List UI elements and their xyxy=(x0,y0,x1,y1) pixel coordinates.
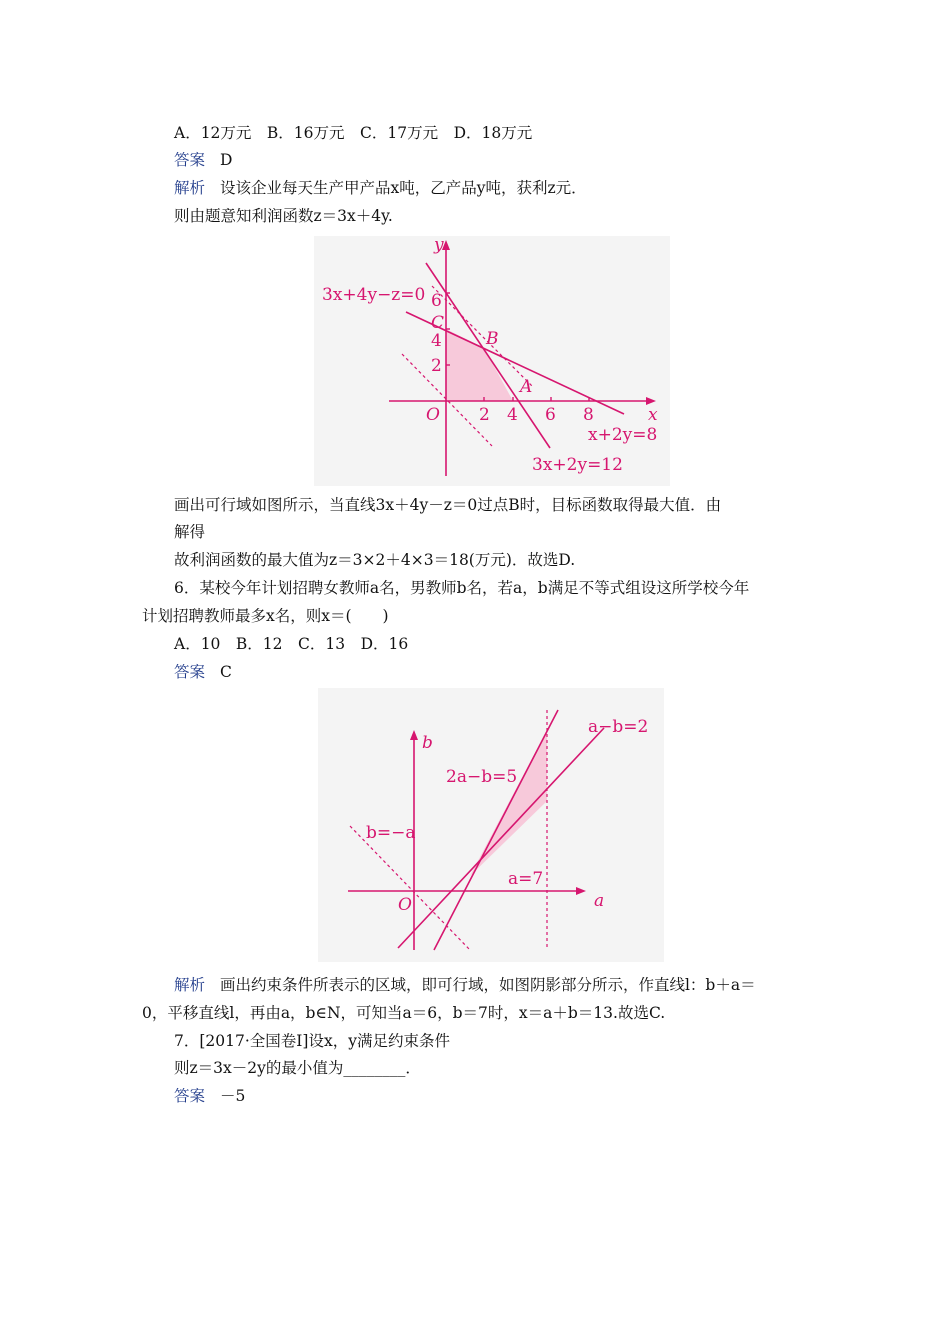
y-tick-2: 2 xyxy=(431,356,442,376)
b-axis-arrow xyxy=(410,730,418,740)
answer-label: 答案 xyxy=(174,151,206,169)
p5-analysis-line1 xyxy=(174,178,587,198)
x-tick-4: 4 xyxy=(507,405,518,425)
y-tick-4: 4 xyxy=(431,331,442,351)
p5-options: A．12万元 B．16万元 C．17万元 D．18万元 xyxy=(174,124,533,142)
p5-answer xyxy=(174,150,232,170)
p6-options: A．10 B．12 C．13 D．16 xyxy=(174,635,409,653)
x-tick-6: 6 xyxy=(545,405,556,425)
figure-2-svg xyxy=(318,688,664,962)
p6-answer xyxy=(174,662,232,682)
p5-after-fig-line1: 画出可行域如图所示，当直线3x＋4y－z＝0过点B时，目标函数取得最大值．由 xyxy=(174,496,722,514)
a-axis-label: a xyxy=(594,891,605,911)
line-bna-label: b=−a xyxy=(366,823,416,843)
line1-label: x+2y=8 xyxy=(588,425,658,445)
analysis-label: 解析 xyxy=(174,976,206,994)
y-axis-label: y xyxy=(434,236,444,255)
p6-stem-line1: 6．某校今年计划招聘女教师a名，男教师b名，若a，b满足不等式组设这所学校今年 xyxy=(174,579,750,597)
analysis-text: 设该企业每天生产甲产品x吨，乙产品y吨，获利z元． xyxy=(219,179,587,197)
figure-1-feasible-region xyxy=(314,236,670,486)
line-amb-label: a−b=2 xyxy=(588,717,649,737)
line-2amb-label: 2a−b=5 xyxy=(446,767,518,787)
point-a-label: A xyxy=(520,377,533,397)
p5-after-fig-line2: 解得 xyxy=(174,523,206,541)
line-a7-label: a=7 xyxy=(508,869,544,889)
answer-value: C xyxy=(219,663,232,681)
origin-label: O xyxy=(398,895,412,915)
line-b-neg-a xyxy=(350,826,470,950)
answer-label: 答案 xyxy=(174,1087,206,1105)
p5-analysis-line2: 则由题意知利润函数z＝3x＋4y. xyxy=(174,207,393,225)
answer-value: D xyxy=(219,151,233,169)
line-2a-b-5 xyxy=(434,710,558,950)
figure-2-feasible-region xyxy=(318,688,664,962)
analysis-text: 画出约束条件所表示的区域，即可行域，如图阴影部分所示，作直线l：b＋a＝ xyxy=(219,976,756,994)
a-axis-arrow xyxy=(576,887,586,895)
analysis-label: 解析 xyxy=(174,179,206,197)
answer-value: －5 xyxy=(219,1087,246,1105)
p5-after-fig-line3: 故利润函数的最大值为z＝3×2＋4×3＝18(万元)．故选D. xyxy=(174,551,576,569)
origin-label: O xyxy=(426,405,440,425)
feasible-region xyxy=(446,329,513,401)
figure-1-svg xyxy=(314,236,670,486)
p6-analysis-line2: 0，平移直线l，再由a，b∈N，可知当a＝6，b＝7时，x＝a＋b＝13.故选C. xyxy=(142,1004,666,1022)
x-tick-8: 8 xyxy=(583,405,594,425)
p7-answer xyxy=(174,1086,245,1106)
point-c-label: C xyxy=(431,313,445,333)
p7-stem-line2: 则z＝3x－2y的最小值为________． xyxy=(174,1059,421,1077)
b-axis-label: b xyxy=(422,733,433,753)
feasible-region xyxy=(470,730,547,876)
x-axis-label: x xyxy=(648,405,658,425)
x-tick-2: 2 xyxy=(479,405,490,425)
p6-stem-line2: 计划招聘教师最多x名，则x＝( ) xyxy=(142,607,389,625)
objective-label: 3x+4y−z=0 xyxy=(322,285,426,305)
line-a-b-2 xyxy=(398,728,604,948)
answer-label: 答案 xyxy=(174,663,206,681)
p7-stem-line1: 7．[2017·全国卷Ⅰ]设x，y满足约束条件 xyxy=(174,1032,450,1050)
point-b-label: B xyxy=(486,329,499,349)
line2-label: 3x+2y=12 xyxy=(532,455,623,475)
p6-analysis-line1 xyxy=(174,975,756,995)
x-axis-arrow xyxy=(646,397,656,405)
y-tick-6: 6 xyxy=(431,291,442,311)
